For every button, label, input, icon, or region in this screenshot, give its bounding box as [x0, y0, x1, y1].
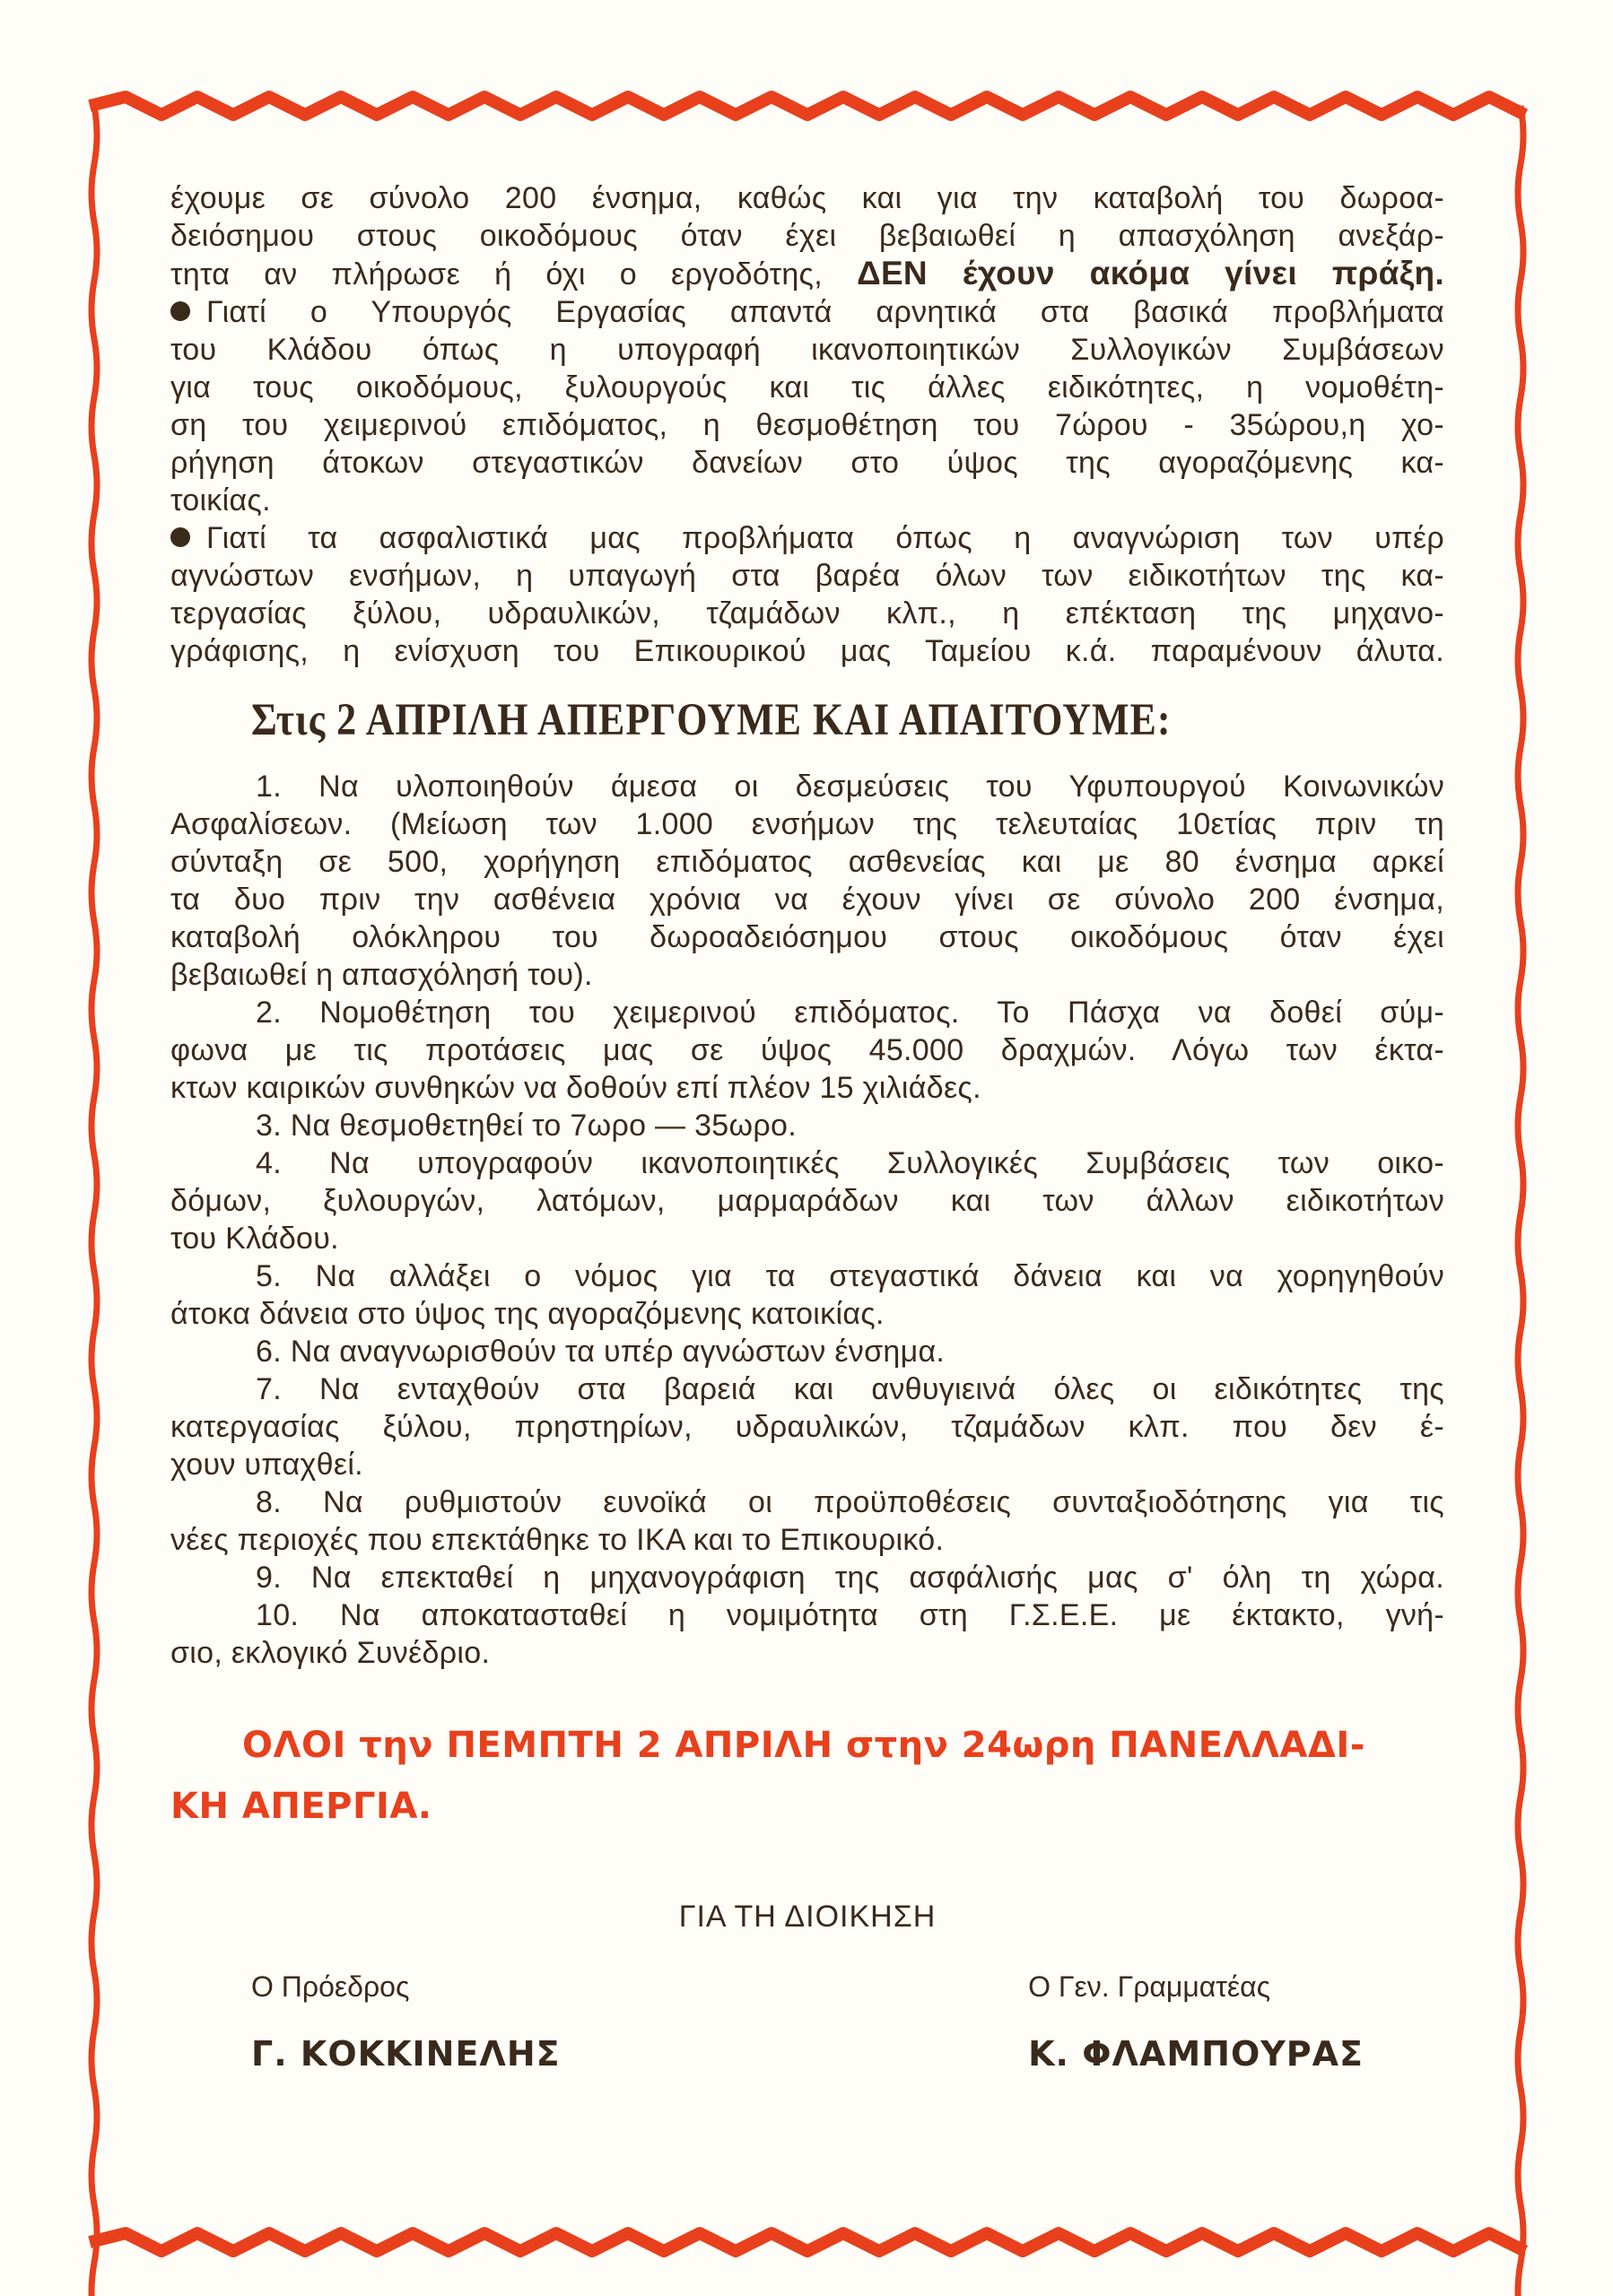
demand-line: του Κλάδου.: [170, 1222, 339, 1256]
demand-line: σιο, εκλογικό Συνέδριο.: [170, 1636, 491, 1670]
demand-line: Ασφαλίσεων. (Μείωση των 1.000 ενσήμων της τελευταίας 10ετίας πριν τη: [170, 807, 1444, 841]
signature-president: [170, 1970, 561, 2074]
bullet-paragraph: [170, 519, 1444, 670]
demand-line: κατεργασίας ξύλου, πρηστηρίων, υδραυλικών, τζαμάδων κλπ. που δεν έ-: [170, 1410, 1444, 1444]
signatures: [170, 1970, 1444, 2074]
bullet-icon: [170, 301, 190, 321]
strike-call-line: ΟΛΟΙ την ΠΕΜΠΤΗ 2 ΑΠΡΙΛΗ στην 24ωρη ΠΑΝΕΛΛΑΔΙ-: [242, 1725, 1365, 1766]
text-line: αγνώστων ενσήμων, η υπαγωγή στα βαρέα όλων των ειδικοτήτων της κα-: [170, 559, 1444, 593]
demand-line: δόμων, ξυλουργών, λατόμων, μαρμαράδων και των άλλων ειδικοτήτων: [170, 1184, 1444, 1218]
demand-line: σύνταξη σε 500, χορήγηση επιδόματος ασθενείας και με 80 ένσημα αρκεί: [170, 845, 1444, 879]
demand-line: 10. Να αποκατασταθεί η νομιμότητα στη Γ.Σ.Ε.Ε. με έκτακτο, γνή-: [256, 1598, 1444, 1632]
bottom-zigzag-border: [90, 2233, 1525, 2251]
signature-role: Ο Πρόεδρος: [251, 1970, 410, 2003]
text-line: τεργασίας ξύλου, υδραυλικών, τζαμάδων κλπ., η επέκταση της μηχανο-: [170, 596, 1444, 631]
right-wavy-border: [1518, 106, 1523, 2296]
demand-line: 9. Να επεκταθεί η μηχανογράφιση της ασφάλισής μας σ' όλη τη χώρα.: [256, 1561, 1444, 1595]
demand-line: φωνα με τις προτάσεις μας σε ύψος 45.000 δραχμών. Λόγω των έκτα-: [170, 1033, 1444, 1067]
demand-line: 5. Να αλλάξει ο νόμος για τα στεγαστικά δάνεια και να χορηγηθούν: [256, 1259, 1444, 1293]
demand-line: βεβαιωθεί η απασχόλησή του).: [170, 958, 593, 992]
signature-title: ΓΙΑ ΤΗ ΔΙΟΙΚΗΣΗ: [678, 1900, 937, 1934]
demand-line: νέες περιοχές που επεκτάθηκε το ΙΚΑ και το Επικουρικό.: [170, 1523, 945, 1557]
text-line: γράφισης, η ενίσχυση του Επικουρικού μας Ταμείου κ.ά. παραμένουν άλυτα.: [170, 634, 1444, 668]
left-wavy-border: [92, 106, 97, 2296]
signature-secretary: [1028, 1970, 1444, 2074]
demand-line: 1. Να υλοποιηθούν άμεσα οι δεσμεύσεις του Υφυπουργού Κοινωνικών: [256, 770, 1444, 804]
text-line: για τους οικοδόμους, ξυλουργούς και τις άλλες ειδικότητες, η νομοθέτη-: [170, 370, 1444, 404]
demand-line: τα δυο πριν την ασθένεια χρόνια να έχουν γίνει σε σύνολο 200 ένσημα,: [170, 883, 1444, 917]
section-heading: Στις 2 ΑΠΡΙΛΗ ΑΠΕΡΓΟΥΜΕ ΚΑΙ ΑΠΑΙΤΟΥΜΕ:: [251, 694, 1172, 745]
demand-line: 3. Να θεσμοθετηθεί το 7ωρο — 35ωρο.: [256, 1109, 797, 1143]
text-line: δειόσημου στους οικοδόμους όταν έχει βεβαιωθεί η απασχόληση ανεξάρ-: [170, 219, 1444, 253]
demand-line: 7. Να ενταχθούν στα βαρειά και ανθυγιεινά όλες οι ειδικότητες της: [256, 1372, 1444, 1406]
strike-call-line: ΚΗ ΑΠΕΡΓΙΑ.: [170, 1786, 432, 1827]
text-line: ρήγηση άτοκων στεγαστικών δανείων στο ύψος της αγοραζόμενης κα-: [170, 446, 1444, 480]
demand-line: 8. Να ρυθμιστούν ευνοϊκά οι προϋποθέσεις συνταξιοδότησης για τις: [256, 1485, 1444, 1519]
text-line: του Κλάδου όπως η υπογραφή ικανοποιητικών Συλλογικών Συμβάσεων: [170, 333, 1444, 367]
top-zigzag-border: [90, 97, 1525, 115]
bullet-icon: [170, 527, 190, 547]
demand-line: άτοκα δάνεια στο ύψος της αγοραζόμενης κατοικίας.: [170, 1297, 885, 1331]
demand-line: 6. Να αναγνωρισθούν τα υπέρ αγνώστων ένσημα.: [256, 1335, 946, 1369]
signature-role: Ο Γεν. Γραμματέας: [1028, 1970, 1271, 2003]
demand-line: 2. Νομοθέτηση του χειμερινού επιδόματος. Το Πάσχα να δοθεί σύμ-: [256, 996, 1444, 1030]
demand-line: καταβολή ολόκληρου του δωροαδειόσημου στους οικοδόμους όταν έχει: [170, 920, 1444, 954]
signature-name: Κ. ΦΛΑΜΠΟΥΡΑΣ: [1028, 2034, 1364, 2074]
text-line: έχουμε σε σύνολο 200 ένσημα, καθώς και για την καταβολή του δωροα-: [170, 181, 1444, 215]
document-body: [170, 179, 1444, 2074]
demand-line: χουν υπαχθεί.: [170, 1448, 363, 1482]
text-normal: τητα αν πλήρωσε ή όχι ο εργοδότης,: [170, 257, 823, 291]
signature-name: Γ. ΚΟΚΚΙΝΕΛΗΣ: [251, 2034, 561, 2074]
text-line: Γιατί ο Υπουργός Εργασίας απαντά αρνητικά στα βασικά προβλήματα: [206, 295, 1444, 329]
demand-line: 4. Να υπογραφούν ικανοποιητικές Συλλογικές Συμβάσεις των οικο-: [256, 1146, 1444, 1180]
emphasis-text: ΔΕΝ έχουν ακόμα γίνει πράξη.: [857, 255, 1444, 291]
intro-paragraph: [170, 179, 1444, 293]
text-line: τοικίας.: [170, 483, 271, 517]
demand-line: κτων καιρικών συνθηκών να δοθούν επί πλέον 15 χιλιάδες.: [170, 1071, 981, 1105]
text-line: Γιατί τα ασφαλιστικά μας προβλήματα όπως η αναγνώριση των υπέρ: [206, 521, 1444, 555]
text-line: [170, 255, 1444, 293]
bullet-paragraph: [170, 293, 1444, 519]
demands-list: [170, 768, 1444, 1672]
text-line: ση του χειμερινού επιδόματος, η θεσμοθέτηση του 7ώρου - 35ώρου,η χο-: [170, 408, 1444, 442]
